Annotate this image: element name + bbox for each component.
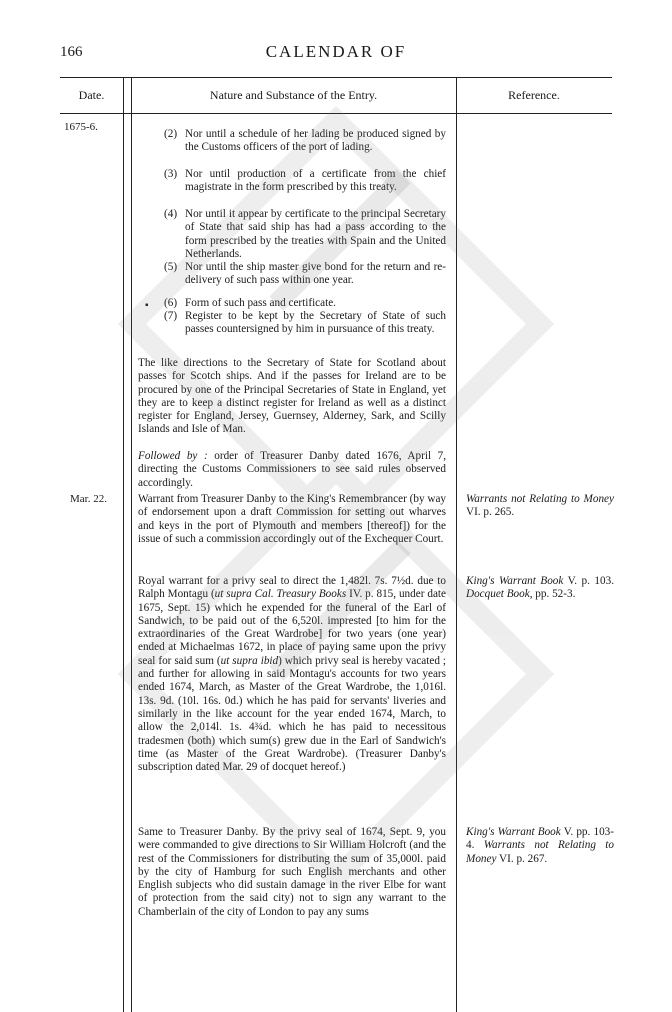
year-label: 1675-6. — [64, 121, 98, 133]
clause-4 — [164, 208, 446, 261]
followed-by-text: order of Treasurer Danby dated 1676, April 7, directing the Customs Commissioners to see said rules observed accordingly. — [138, 450, 447, 489]
entry-date: Mar. 22. — [70, 493, 107, 505]
entry-citation: ut supra Cal. Treasury Books — [214, 588, 347, 601]
clause-number: (2) — [164, 128, 178, 140]
entry-text: Royal warrant for a privy seal to direct the 1,482l. 7s. 7½d. due to Ralph Montagu ( — [138, 575, 446, 601]
clause-2 — [164, 128, 446, 168]
entry-text: IV. p. 815, under date 1675, Sept. 15) which he expended for the funeral of the Earl of Sandwich, to be paid out of the 6,520l. imprested [to him for the extraordinaries of the Great Wardrobe] for two years (one year) ended at Michaelmas 1672, in place of paying same upon the privy seal for said sum ( — [138, 588, 446, 667]
clause-text: Nor until production of a certificate from the chief magistrate in the form prescribed by this treaty. — [185, 168, 446, 194]
clause-number: (7) — [164, 310, 178, 322]
stray-mark-icon: ▪ — [145, 300, 149, 311]
reference-wharves-warrant — [466, 493, 614, 520]
entry-text: ) which privy seal is hereby vacated ; and further for allowing in said Montagu's accounts for two years ended 1674, March, as Master of the Great Wardrobe, the 1,016l. 13s. 9d. (10l. 16s. 0d.) which he has paid for servants' liveries and similarly in the like account for the year ended 1674, March, to allow the 2,014l. 1s. 4¾d. which he has paid to necessitous tradesmen (both) which sum(s) grew due in the Earl of Sandwich's time (as Master of the Great Wardrobe). (Treasurer Danby's subscription dated Mar. 29 of docquet hereof.) — [138, 654, 446, 774]
clause-number: (3) — [164, 168, 178, 180]
clause-text: Form of such pass and certificate. — [185, 297, 336, 309]
clause-text: Nor until a schedule of her lading be produced signed by the Customs officers of the port of lading. — [185, 128, 446, 154]
paragraph-scotland-passes: The like directions to the Secretary of State for Scotland about passes for Scotch ships. And if the passes for Ireland are to be procured by one of the Principal Secretaries of State in England, yet they are to keep a distinct register for Ireland as well as a distinct register for England, Jersey, Guernsey, Alderney, Sark, and Scilly Islands and Isle of Man. — [138, 357, 446, 436]
reference-location: VI. p. 265. — [466, 506, 515, 519]
date-column-divider — [123, 77, 124, 1012]
page-number: 166 — [60, 44, 83, 60]
table-top-rule — [60, 77, 612, 78]
clause-text: Register to be kept by the Secretary of State of such passes countersigned by him in pursuance of this treaty. — [185, 310, 446, 336]
entry-montagu-privy-seal — [138, 575, 446, 774]
clause-number: (6) — [164, 297, 178, 309]
clause-number: (5) — [164, 261, 178, 273]
reference-montagu — [466, 575, 614, 602]
entry-wharves-warrant: Warrant from Treasurer Danby to the King's Remembrancer (by way of endorsement upon a draft Commission for setting out wharves and keys in the port of Plymouth and members [thereof]) for the issue of such a commission accordingly out of the Exchequer Court. — [138, 493, 446, 545]
reference-source: Warrants not Relating to Money — [466, 493, 614, 505]
entry-hamburg-privy-seal: Same to Treasurer Danby. By the privy seal of 1674, Sept. 9, you were commanded to give directions to Sir William Holcroft (and the rest of the Commissioners for distributing the sum of 35,000l. paid by the city of Hamburg for such English merchants and other English subjects who did sustain damage in the river Elbe for want of protection from the said city) not to sign any warrant to the Chamberlain of the city of London to pay any sums — [138, 826, 446, 918]
reference-column-divider — [456, 77, 457, 1012]
column-header-nature: Nature and Substance of the Entry. — [209, 88, 378, 102]
column-header-date: Date. — [78, 88, 105, 102]
reference-location: V. pp. 103-4. — [466, 826, 614, 852]
clause-text: Nor until it appear by certificate to the principal Secretary of State that said ship has had a pass according to the form prescribed by the treaties with Spain and the United Netherlands. — [185, 208, 446, 260]
clause-number: (4) — [164, 208, 178, 220]
table-head-rule — [60, 113, 612, 114]
followed-by-note — [138, 450, 446, 490]
followed-by-label: Followed by : — [138, 450, 208, 462]
reference-location: VI. p. 267. — [496, 852, 548, 865]
column-header-reference: Reference. — [508, 88, 560, 102]
running-title: CALENDAR OF — [265, 42, 407, 61]
reference-source: King's Warrant Book — [466, 575, 564, 587]
reference-source: Docquet Book — [466, 588, 530, 601]
clause-3 — [164, 168, 446, 208]
reference-location: V. p. 103. — [563, 575, 614, 587]
clause-text: Nor until the ship master give bond for the return and re-delivery of such pass within one year. — [185, 261, 446, 287]
reference-hamburg — [466, 826, 614, 866]
clause-6 — [164, 297, 446, 311]
entry-citation: ut supra ibid — [220, 654, 279, 667]
reference-source: King's Warrant Book — [466, 826, 561, 838]
clause-7 — [164, 310, 446, 350]
reference-source: Warrants not Relating to Money — [466, 839, 615, 865]
clause-5 — [164, 261, 446, 301]
entry-column-left-divider — [131, 77, 132, 1012]
reference-location: , pp. 52-3. — [529, 588, 576, 601]
